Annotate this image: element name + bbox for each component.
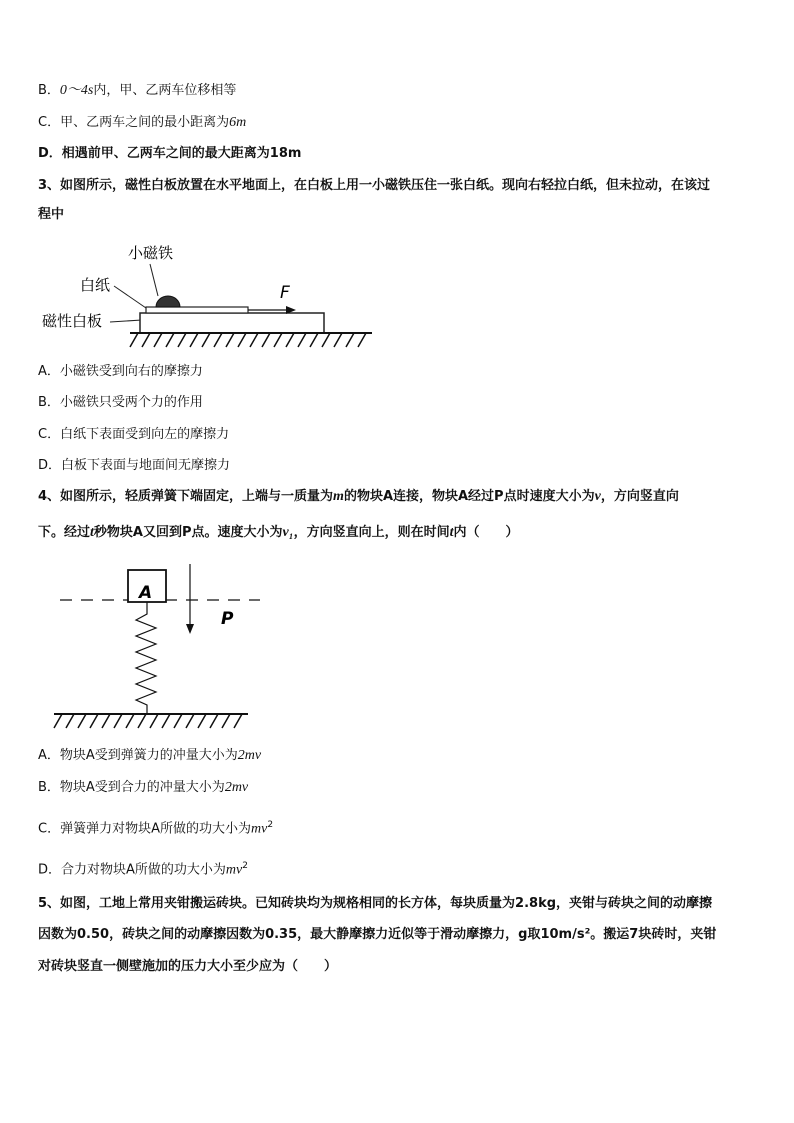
q4-stem-part: 内（ ） [453,525,519,540]
q4-velocity1-symbol: v₁ [282,525,294,540]
q4-option-b-text: B．物块A受到合力的冲量大小为 [38,780,225,795]
q4-option-c-expr: mv [250,821,268,837]
q4-time-symbol: t [90,525,94,540]
q4-stem-part: ，方向竖直向 [600,489,679,504]
paper-leader-line [114,286,146,308]
q2-option-c-text: C．甲、乙两车之间的最小距离为 [38,115,230,130]
magnetic-board [140,313,324,333]
q4-option-c-text: C．弹簧弹力对物块A所做的功大小为 [38,821,251,837]
q4-option-c-exponent: 2 [267,820,274,830]
q2-option-b-prefix: B． [38,83,60,98]
q4-stem-part: 的物块A连接，物块A经过P点时速度大小为 [343,489,595,504]
q5-stem-line3: 对砖块竖直一侧壁施加的压力大小至少应为（ ） [38,959,338,974]
q4-time-symbol: t [449,525,454,540]
q4-stem-part: 4、如图所示，轻质弹簧下端固定，上端与一质量为 [38,489,334,504]
q3-option-b: B．小磁铁只受两个力的作用 [38,395,203,410]
board-label: 磁性白板 [42,312,103,330]
velocity-arrow-head [186,624,194,634]
ground-hatching [130,333,366,347]
q4-stem-line2 [38,524,519,542]
q4-option-d-expr: mv [225,862,243,878]
q3-figure [38,238,378,353]
q5-stem-line1: 5、如图，工地上常用夹钳搬运砖块。已知砖块均为规格相同的长方体，每块质量为2.8kg，夹钳与砖块之间的动摩擦 [38,896,713,911]
q4-option-a-text: A．物块A受到弹簧力的冲量大小为 [38,748,238,763]
ground-hatching [54,714,242,728]
q3-option-a: A．小磁铁受到向右的摩擦力 [38,364,203,379]
q4-figure [50,562,260,732]
q4-stem-part: 秒物块A又回到P点。速度大小为 [93,525,283,540]
q4-stem-part: 下。经过 [38,525,91,540]
q3-stem-line1: 3、如图所示，磁性白板放置在水平地面上，在白板上用一小磁铁压住一张白纸。现向右轻拉白纸，但未拉动，在该过 [38,178,711,193]
q3-stem-line2: 程中 [38,207,65,222]
q2-option-c-value: 6m [229,115,247,130]
force-label: F [280,283,290,303]
q2-option-d: D．相遇前甲、乙两车之间的最大距离为18m [38,146,302,161]
q4-option-b-expr: 2mv [224,780,249,795]
magnet-label: 小磁铁 [128,244,174,262]
q4-option-d-text: D．合力对物块A所做的功大小为 [38,862,226,878]
q4-stem-part: ，方向竖直向上，则在时间 [293,525,450,540]
q3-option-c: C．白纸下表面受到向左的摩擦力 [38,427,230,442]
q4-option-a-expr: 2mv [237,748,262,763]
q4-option-d-exponent: 2 [242,861,248,871]
q3-option-d: D．白板下表面与地面间无摩擦力 [38,458,231,473]
q4-option-c [38,816,273,838]
spring [136,602,156,714]
q4-mass-symbol: m [333,489,344,504]
small-magnet [156,296,180,307]
paper-label: 白纸 [80,276,111,294]
block-a-label: A [139,583,153,603]
q5-stem-line2: 因数为0.50，砖块之间的动摩擦因数为0.35，最大静摩擦力近似等于滑动摩擦力，g取10m/s²。搬运7块砖时，夹钳 [38,927,717,942]
q4-stem-line1 [38,488,679,506]
magnet-leader-line [150,264,158,296]
q4-option-b [38,779,248,797]
q4-option-d [38,857,248,879]
q2-option-b-range: 0～4s [59,83,94,98]
q2-option-b-text: 内，甲、乙两车位移相等 [93,83,237,98]
q2-option-c [38,114,246,132]
q4-velocity-symbol: v [594,489,601,504]
point-p-label: P [221,609,234,629]
white-paper [146,307,248,313]
q4-option-a [38,747,261,765]
q2-option-b [38,82,236,100]
board-leader-line [110,320,142,322]
